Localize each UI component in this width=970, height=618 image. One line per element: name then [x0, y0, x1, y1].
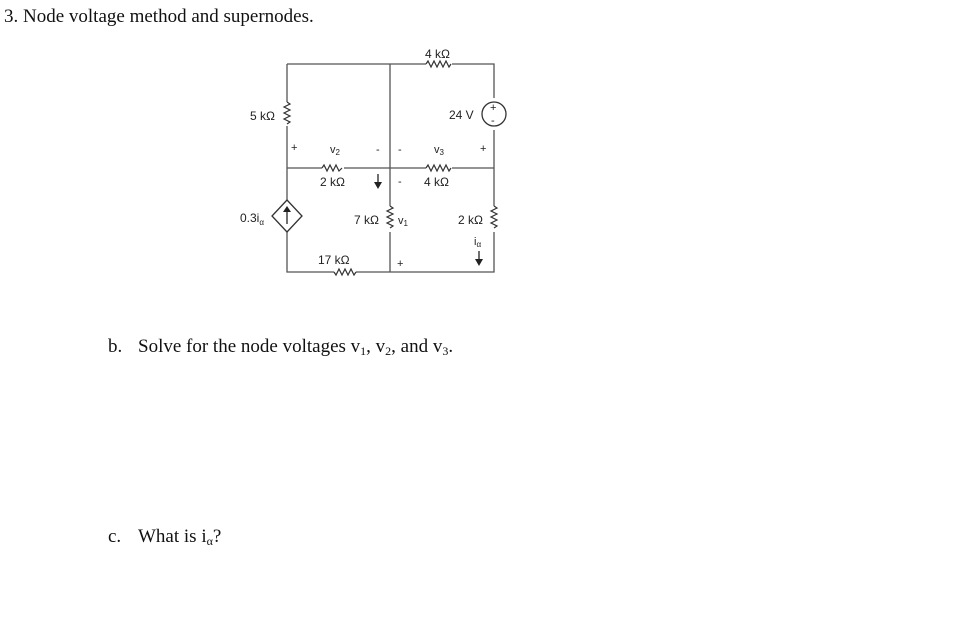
label-4k-mid: 4 kΩ	[424, 175, 449, 189]
ia-label: iα	[474, 236, 482, 249]
label-2k-right: 2 kΩ	[458, 213, 483, 227]
resistor-2k-right	[491, 206, 497, 228]
question-c-marker: c.	[108, 526, 122, 547]
v2-plus: +	[291, 142, 298, 154]
label-2k-mid: 2 kΩ	[320, 175, 345, 189]
problem-heading: 3. Node voltage method and supernodes.	[4, 6, 314, 27]
label-5k: 5 kΩ	[250, 109, 275, 123]
resistor-4k-mid	[426, 165, 451, 171]
label-dep-source: $0.3i_\alpha$	[240, 211, 264, 227]
label-24v: 24 V	[449, 108, 474, 122]
source-plus-sign: +	[490, 102, 497, 114]
question-c: c. What is $i_\alpha$?	[108, 526, 222, 548]
voltage-source-24v	[482, 102, 506, 127]
ia-arrow-icon	[475, 251, 483, 266]
question-b-marker: b.	[108, 336, 123, 357]
v3-label: v3	[434, 144, 444, 157]
current-arrow-icon	[374, 174, 382, 189]
circuit-wires	[287, 64, 497, 272]
question-b-text: Solve for the node voltages v	[138, 336, 361, 357]
dependent-current-source	[272, 200, 302, 232]
label-17k: 17 kΩ	[318, 253, 350, 267]
resistor-17k	[334, 269, 356, 275]
v3-plus: +	[480, 143, 487, 155]
resistor-5k	[284, 102, 290, 124]
question-b: b. Solve for the node voltages $v_1$, $v_2$, and $v_3$.	[108, 336, 454, 358]
mid-minus: -	[398, 176, 402, 188]
question-c-text: What is i	[138, 526, 207, 547]
source-minus-sign: -	[491, 115, 495, 127]
label-7k: 7 kΩ	[354, 213, 379, 227]
resistor-2k-mid	[322, 165, 342, 171]
v1-plus: +	[397, 258, 404, 270]
v2-minus: -	[376, 144, 380, 156]
v2-label: v2	[330, 144, 340, 157]
resistor-7k	[387, 206, 393, 228]
v3-minus: -	[398, 144, 402, 156]
resistor-4k-top	[426, 61, 451, 67]
label-4k-top: 4 kΩ	[425, 47, 450, 61]
v1-label: v1	[398, 215, 408, 228]
